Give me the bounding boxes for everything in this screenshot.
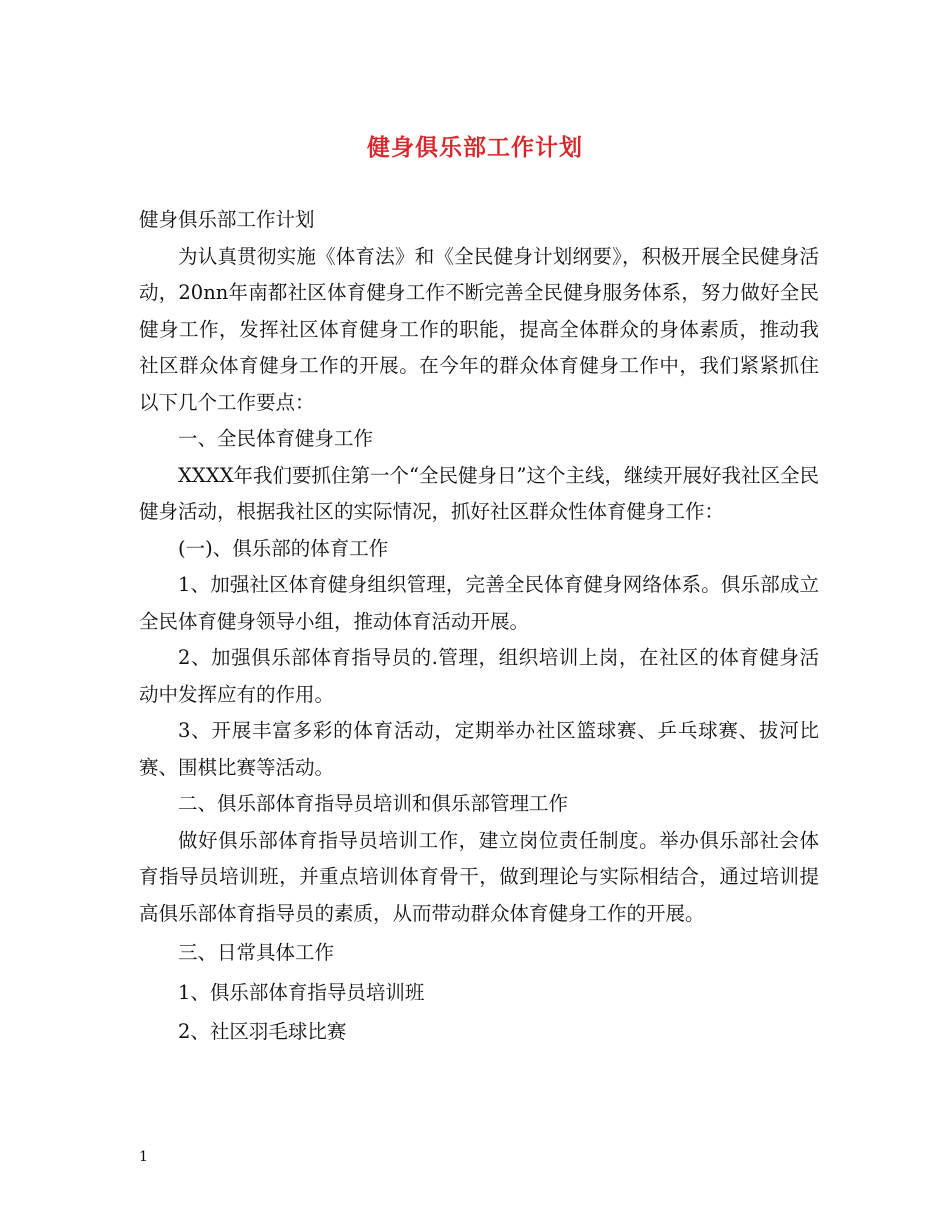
- section-heading-2: 二、俱乐部体育指导员培训和俱乐部管理工作: [178, 792, 569, 815]
- list-item-1: 1、加强社区体育健身组织管理，完善全民体育健身网络体系。俱乐部成立全民体育健身领导小组，推动体育活动开展。: [139, 573, 819, 633]
- document-title: 健身俱乐部工作计划: [367, 134, 583, 161]
- list-item-4: 1、俱乐部体育指导员培训班: [178, 980, 425, 1004]
- list-item-5: 2、社区羽毛球比赛: [178, 1020, 347, 1043]
- document-body: [139, 202, 819, 1051]
- list-item-3: 3、开展丰富多彩的体育活动，定期举办社区篮球赛、乒乓球赛、拔河比赛、围棋比赛等活动。: [139, 719, 819, 779]
- paragraph-heading: 健身俱乐部工作计划: [139, 208, 315, 231]
- list-item-2: 2、加强俱乐部体育指导员的.管理，组织培训上岗，在社区的体育健身活动中发挥应有的作用。: [139, 646, 819, 706]
- paragraph-section-1: XXXX年我们要抓住第一个“全民健身日”这个主线，继续开展好我社区全民健身活动，根据我社区的实际情况，抓好社区群众性体育健身工作：: [139, 463, 819, 523]
- section-heading-1: 一、全民体育健身工作: [178, 427, 374, 450]
- paragraph-section-2: 做好俱乐部体育指导员培训工作，建立岗位责任制度。举办俱乐部社会体育指导员培训班，并重点培训体育骨干，做到理论与实际相结合，通过培训提高俱乐部体育指导员的素质，从而带动群众体育健身工作的开展。: [139, 828, 819, 925]
- subsection-heading-1: (一)、俱乐部的体育工作: [178, 536, 389, 560]
- page-number: 1: [139, 1149, 148, 1165]
- paragraph-intro: 为认真贯彻实施《体育法》和《全民健身计划纲要》，积极开展全民健身活动，20nn年南都社区体育健身工作不断完善全民健身服务体系，努力做好全民健身工作，发挥社区体育健身工作的职能，提高全体群众的身体素质，推动我社区群众体育健身工作的开展。在今年的群众体育健身工作中，我们紧紧抓住以下几个工作要点：: [139, 244, 819, 414]
- section-heading-3: 三、日常具体工作: [178, 941, 335, 964]
